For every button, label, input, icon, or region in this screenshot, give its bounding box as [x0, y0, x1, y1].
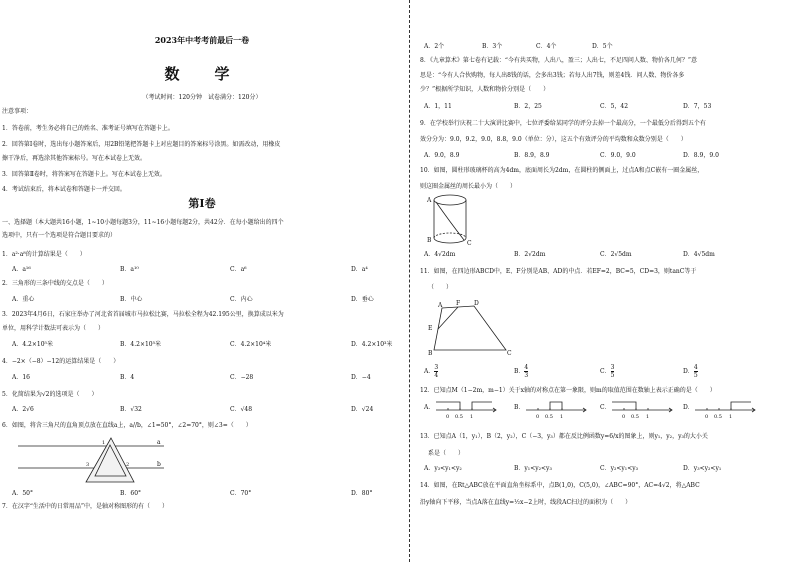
subject-title: 数 学 — [164, 65, 240, 83]
fig-label: 1 — [102, 440, 106, 446]
note-item: 2．回答第Ⅰ卷时，选出每小题答案后，用2B铅笔把答题卡上对应题目的答案标号涂黑。如需改动，用橡皮 — [2, 141, 281, 148]
note-item: 擦干净后，再选涂其他答案标号。写在本试卷上无效。 — [2, 155, 147, 162]
exam-meta: （考试时间：120分钟 试卷满分：120分） — [142, 94, 262, 101]
number-line-d — [693, 398, 759, 420]
option-d: D．5个 — [592, 43, 613, 50]
svg-text:0.5: 0.5 — [455, 414, 463, 420]
option-c: C．内心 — [230, 296, 253, 303]
number-line-b — [524, 398, 590, 420]
fig-label: 3 — [86, 462, 90, 468]
q6-figure — [16, 432, 166, 484]
option-c: C．4.2×10⁴米 — [230, 341, 272, 348]
option-a: A．50° — [12, 490, 33, 497]
note-item: 1．答卷前，考生务必将自己的姓名、准考证号填写在答题卡上。 — [2, 125, 174, 132]
svg-text:0: 0 — [536, 414, 540, 420]
option-c: C．70° — [230, 490, 252, 497]
option-d: D．8.9，9.0 — [683, 152, 719, 159]
question-3-stem: 单位，用科学计数法可表示为（ ） — [2, 325, 105, 332]
fig-label: A — [427, 197, 432, 204]
option-b: B．8.9，8.9 — [514, 152, 550, 159]
question-13-stem: 系是（ ） — [428, 450, 465, 457]
svg-text:1: 1 — [470, 414, 474, 420]
option-b: B．3个 — [482, 43, 503, 50]
question-9-stem: 9．在学校举行庆祝二十大演讲比赛中，七位评委给某同学的评分去掉一个最高分，一个最低分后得到五个有 — [420, 120, 706, 127]
fig-label: A — [438, 302, 443, 309]
option-b: B．4.2×10⁵米 — [120, 341, 162, 348]
q11-quadrilateral-figure — [426, 298, 516, 356]
option-a: A．a¹⁶ — [12, 266, 31, 273]
number-line-c — [610, 398, 676, 420]
option-c: C． — [600, 404, 611, 411]
q10-cylinder-figure — [426, 192, 474, 248]
fig-label: B — [428, 350, 433, 356]
option-b: B．y₁<y₂<y₃ — [514, 465, 552, 472]
question-14-stem: 14．如图，在Rt△ABC放在平面直角坐标系中，点B(1,0)，C(5,0)，∠ABC=90°，AC=4√2，将△ABC — [420, 482, 700, 489]
question-8-stem: 思是：“今有人合伙购物，每人出8钱的话，会多出3钱；若每人出7钱，则差4钱．问人数、物价各多 — [420, 72, 685, 79]
option-a: A．16 — [12, 374, 30, 381]
option-d: D．4√5dm — [683, 251, 715, 258]
question-3-stem: 3．2023年4月6日，石家庄举办了河北省首届城市马拉松比赛，马拉松全程为42.195公里，换算成以米为 — [2, 311, 284, 318]
note-item: 3．回答第Ⅱ卷时，将答案写在答题卡上。写在本试卷上无效。 — [2, 171, 166, 178]
option-a: A．y₃<y₁<y₂ — [424, 465, 462, 472]
option-d: D．垂心 — [351, 296, 374, 303]
fig-label: D — [474, 300, 479, 307]
question-10-stem: 则这圈金属丝的周长最小为（ ） — [420, 183, 517, 190]
fig-label: b — [157, 461, 161, 468]
question-10-stem: 10．如图，圆柱形玻璃杯的高为4dm，底面周长为2dm，在圆柱的侧面上，过点A和点C嵌有一圈金属丝， — [420, 167, 704, 174]
option-b: B．4 — [120, 374, 135, 381]
fig-label: E — [428, 325, 433, 332]
option-b: B． $\frac{4}{3}$ — [514, 364, 529, 379]
option-d: D．y₃<y₂<y₁ — [683, 465, 722, 472]
svg-text:1: 1 — [646, 414, 650, 420]
column-divider — [409, 0, 410, 562]
option-d: D．−4 — [351, 374, 371, 381]
svg-text:0: 0 — [622, 414, 626, 420]
option-a: A．9.0，8.9 — [424, 152, 460, 159]
option-b: B．中心 — [120, 296, 143, 303]
question-13-stem: 13．已知点A（1，y₁），B（2，y₂），C（−3，y₃）都在反比例函数y=6/x的图象上，则y₁，y₂，y₃的大小关 — [420, 433, 708, 440]
question-11-stem: 11．如图，在四边形ABCD中，E、F分别是AB、AD的中点．若EF=2，BC=5，CD=3，则tanC等于 — [420, 268, 697, 275]
option-b: B．a¹⁰ — [120, 266, 139, 273]
fig-label: F — [456, 300, 461, 307]
option-c: C．y₂<y₁<y₃ — [600, 465, 639, 472]
option-b: B．60° — [120, 490, 142, 497]
fig-label: C — [467, 240, 472, 247]
svg-text:0.5: 0.5 — [631, 414, 639, 420]
note-item: 4．考试结束后，将本试卷和答题卡一并交回。 — [2, 186, 126, 193]
option-d: D． — [683, 404, 694, 411]
fig-label: B — [427, 237, 432, 244]
option-d: D．a⁴ — [351, 266, 368, 273]
fig-label: C — [507, 350, 512, 356]
option-a: A．重心 — [12, 296, 35, 303]
svg-text:0.5: 0.5 — [714, 414, 722, 420]
option-a: A． — [424, 404, 435, 411]
svg-text:0: 0 — [446, 414, 450, 420]
svg-text:0.5: 0.5 — [545, 414, 553, 420]
option-c: C．4个 — [536, 43, 557, 50]
question-6-stem: 6．如图，将含三角尺的直角顶点放在直线a上，a//b，∠1=50°，∠2=70°，则∠3=（ ） — [2, 422, 252, 429]
question-11-stem: （ ） — [428, 284, 453, 291]
question-8-stem: 少？”根据所学知识，人数和物价分别是（ ） — [420, 86, 550, 93]
option-d: D．80° — [351, 490, 373, 497]
question-14-stem: 沿y轴向下平移，当点A落在直线y=½x−2上时，线段AC扫过的面积为（ ） — [420, 499, 632, 506]
option-d: D．7，53 — [683, 103, 712, 110]
svg-text:1: 1 — [560, 414, 564, 420]
exam-title: 2023年中考考前最后一卷 — [154, 35, 250, 45]
option-c: C．a⁶ — [230, 266, 247, 273]
number-line-a — [434, 398, 500, 420]
question-4-stem: 4．−2×（−8）−12的运算结果是（ ） — [2, 358, 120, 365]
svg-text:1: 1 — [729, 414, 733, 420]
section-instructions: 选项中，只有一个选项是符合题目要求的） — [2, 232, 117, 239]
fig-label: a — [157, 439, 161, 446]
option-a: A．4√2dm — [424, 251, 456, 258]
option-c: C．−28 — [230, 374, 254, 381]
option-a: A．2√6 — [12, 406, 34, 413]
question-7-stem: 7．在汉字“生活中的日常用品”中，是轴对称图形的有（ ） — [2, 503, 168, 510]
option-b: B．2√2dm — [514, 251, 546, 258]
option-c: C．√48 — [230, 406, 253, 413]
volume-title: 第Ⅰ卷 — [188, 197, 216, 210]
question-8-stem: 8．《九章算术》第七卷有记载：“今有共买物，人出八，盈三；人出七，不足四问人数、物价各几何？”意 — [420, 57, 697, 64]
option-a: A．2个 — [424, 43, 445, 50]
option-b: B．√32 — [120, 406, 142, 413]
section-instructions: 一、选择题（本大题共16小题，1~10小题每题3分，11~16小题每题2分，共42分．在每小题给出的四个 — [2, 219, 284, 226]
option-d: D．4.2×10³米 — [351, 341, 393, 348]
option-d: D． $\frac{4}{5}$ — [683, 364, 698, 379]
option-c: C． $\frac{3}{5}$ — [600, 364, 615, 379]
option-b: B． — [514, 404, 525, 411]
question-2-stem: 2．三角形的三条中线的交点是（ ） — [2, 280, 108, 287]
question-5-stem: 5．化简结果为√2的选项是（ ） — [2, 391, 98, 398]
svg-text:0: 0 — [705, 414, 709, 420]
question-12-stem: 12．已知点M（1−2m，m−1）关于x轴的对称点在第一象限，则m的取值范围在数轴上表示正确的是（ ） — [420, 387, 716, 394]
option-c: C．9.0，9.0 — [600, 152, 636, 159]
option-a: A． $\frac{3}{4}$ — [424, 364, 439, 379]
option-d: D．√24 — [351, 406, 374, 413]
notes-heading: 注意事项： — [2, 108, 33, 115]
option-c: C．5，42 — [600, 103, 629, 110]
question-1-stem: 1．a²·a⁸的计算结果是（ ） — [2, 251, 86, 258]
option-a: A．1，11 — [424, 103, 452, 110]
option-b: B．2，25 — [514, 103, 542, 110]
fig-label: 2 — [126, 462, 130, 468]
option-a: A．4.2×10⁵米 — [12, 341, 53, 348]
option-c: C．2√5dm — [600, 251, 632, 258]
question-9-stem: 效分分为：9.0，9.2，9.0，8.8，9.0（单位：分），这五个有效评分的平均数和众数分别是（ ） — [420, 136, 687, 143]
